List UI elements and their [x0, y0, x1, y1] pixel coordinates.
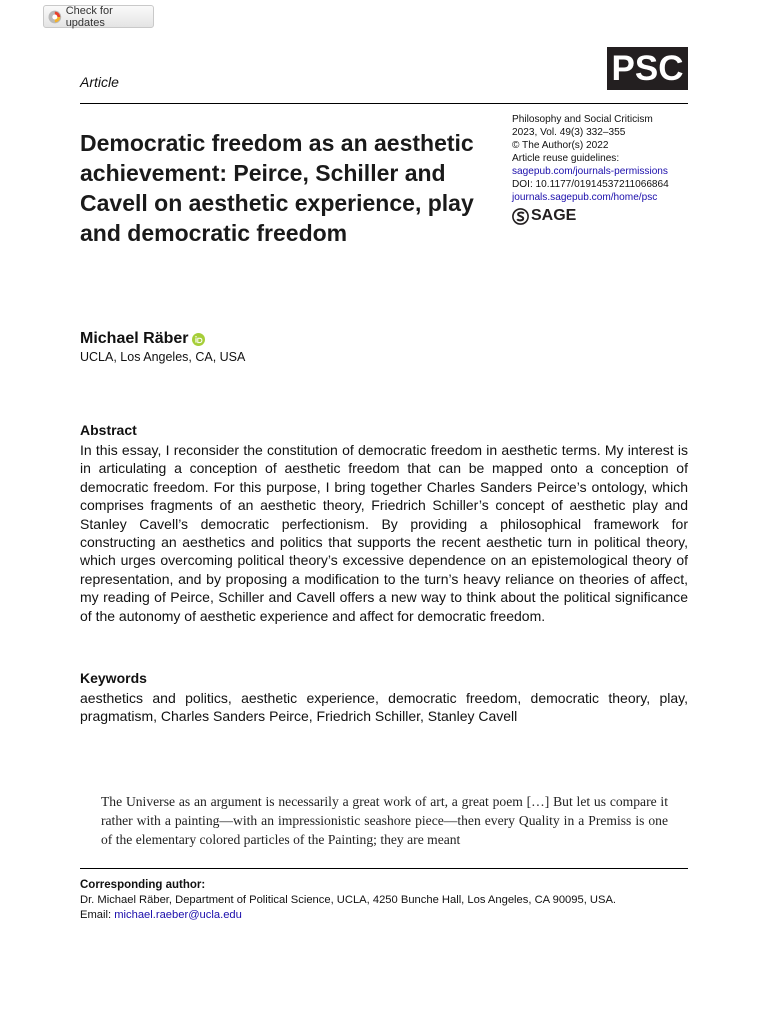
- journal-name: Philosophy and Social Criticism: [512, 114, 653, 125]
- journal-logo: PSC: [607, 47, 688, 90]
- footnote-divider: [80, 868, 688, 869]
- check-updates-label: Check for updates: [65, 4, 113, 29]
- email-link[interactable]: michael.raeber@ucla.edu: [114, 909, 242, 921]
- permissions-link[interactable]: sagepub.com/journals-permissions: [512, 166, 668, 177]
- copyright-notice: © The Author(s) 2022: [512, 140, 609, 151]
- corresponding-author-heading: Corresponding author:: [80, 879, 206, 891]
- corresponding-author-email-line: [80, 909, 242, 921]
- author-name: Michael Räber: [80, 330, 189, 347]
- article-type-label: Article: [80, 74, 119, 90]
- article-title: Democratic freedom as an aesthetic achievement: Peirce, Schiller and Cavell on aesthetic experience, play and democratic freedom: [80, 130, 474, 246]
- header-divider: [80, 103, 688, 104]
- email-label: Email:: [80, 909, 112, 921]
- doi: DOI: 10.1177/01914537211066864: [512, 179, 669, 190]
- orcid-icon[interactable]: [192, 333, 205, 346]
- author-line: [80, 330, 205, 348]
- check-updates-icon: [48, 10, 62, 24]
- keywords-heading: Keywords: [80, 670, 147, 686]
- journal-home-link[interactable]: journals.sagepub.com/home/psc: [512, 192, 658, 203]
- publisher-logo: [512, 207, 576, 225]
- check-for-updates-button[interactable]: [43, 5, 154, 28]
- corresponding-author-address: Dr. Michael Räber, Department of Political Science, UCLA, 4250 Bunche Hall, Los Angeles, CA 90095, USA.: [80, 894, 617, 906]
- journal-volume: 2023, Vol. 49(3) 332–355: [512, 127, 626, 138]
- sage-logo-icon: [512, 208, 529, 225]
- author-affiliation: UCLA, Los Angeles, CA, USA: [80, 350, 246, 364]
- journal-metadata: [512, 113, 702, 204]
- keywords-text: aesthetics and politics, aesthetic experience, democratic freedom, democratic theory, play, pragmatism, Charles Sanders Peirce, Friedrich Schiller, Stanley Cavell: [80, 690, 688, 725]
- epigraph-quote: The Universe as an argument is necessarily a great work of art, a great poem […] But let us compare it rather with a painting—with an impressionistic seashore piece—then every Quality in a Premiss is one of the elementary colored particles of the Painting; they are meant: [101, 794, 668, 847]
- reuse-guidelines-label: Article reuse guidelines:: [512, 153, 620, 164]
- abstract-heading: Abstract: [80, 422, 137, 438]
- abstract-text: In this essay, I reconsider the constitution of democratic freedom in aesthetic terms. My interest is in articulating a conception of aesthetic freedom that can be mapped onto a conception of democratic freedom. For this purpose, I bring together Charles Sanders Peirce’s ontology, which comprises fragments of an aesthetic theory, Friedrich Schiller’s concept of aesthetic play and Stanley Cavell’s democratic perfectionism. By providing a philosophical framework for constructing an aesthetics and politics that supports the recent aesthetic turn in political theory, which urges overcoming political theory’s excessive dependence on an epistemological theory of representation, and by proposing a modification to the turn’s heavy reliance on theories of affect, my reading of Peirce, Schiller and Cavell offers a new way to think about the political significance of the autonomy of aesthetic experience and affect for democratic freedom.: [80, 442, 688, 624]
- publisher-name: SAGE: [531, 207, 577, 224]
